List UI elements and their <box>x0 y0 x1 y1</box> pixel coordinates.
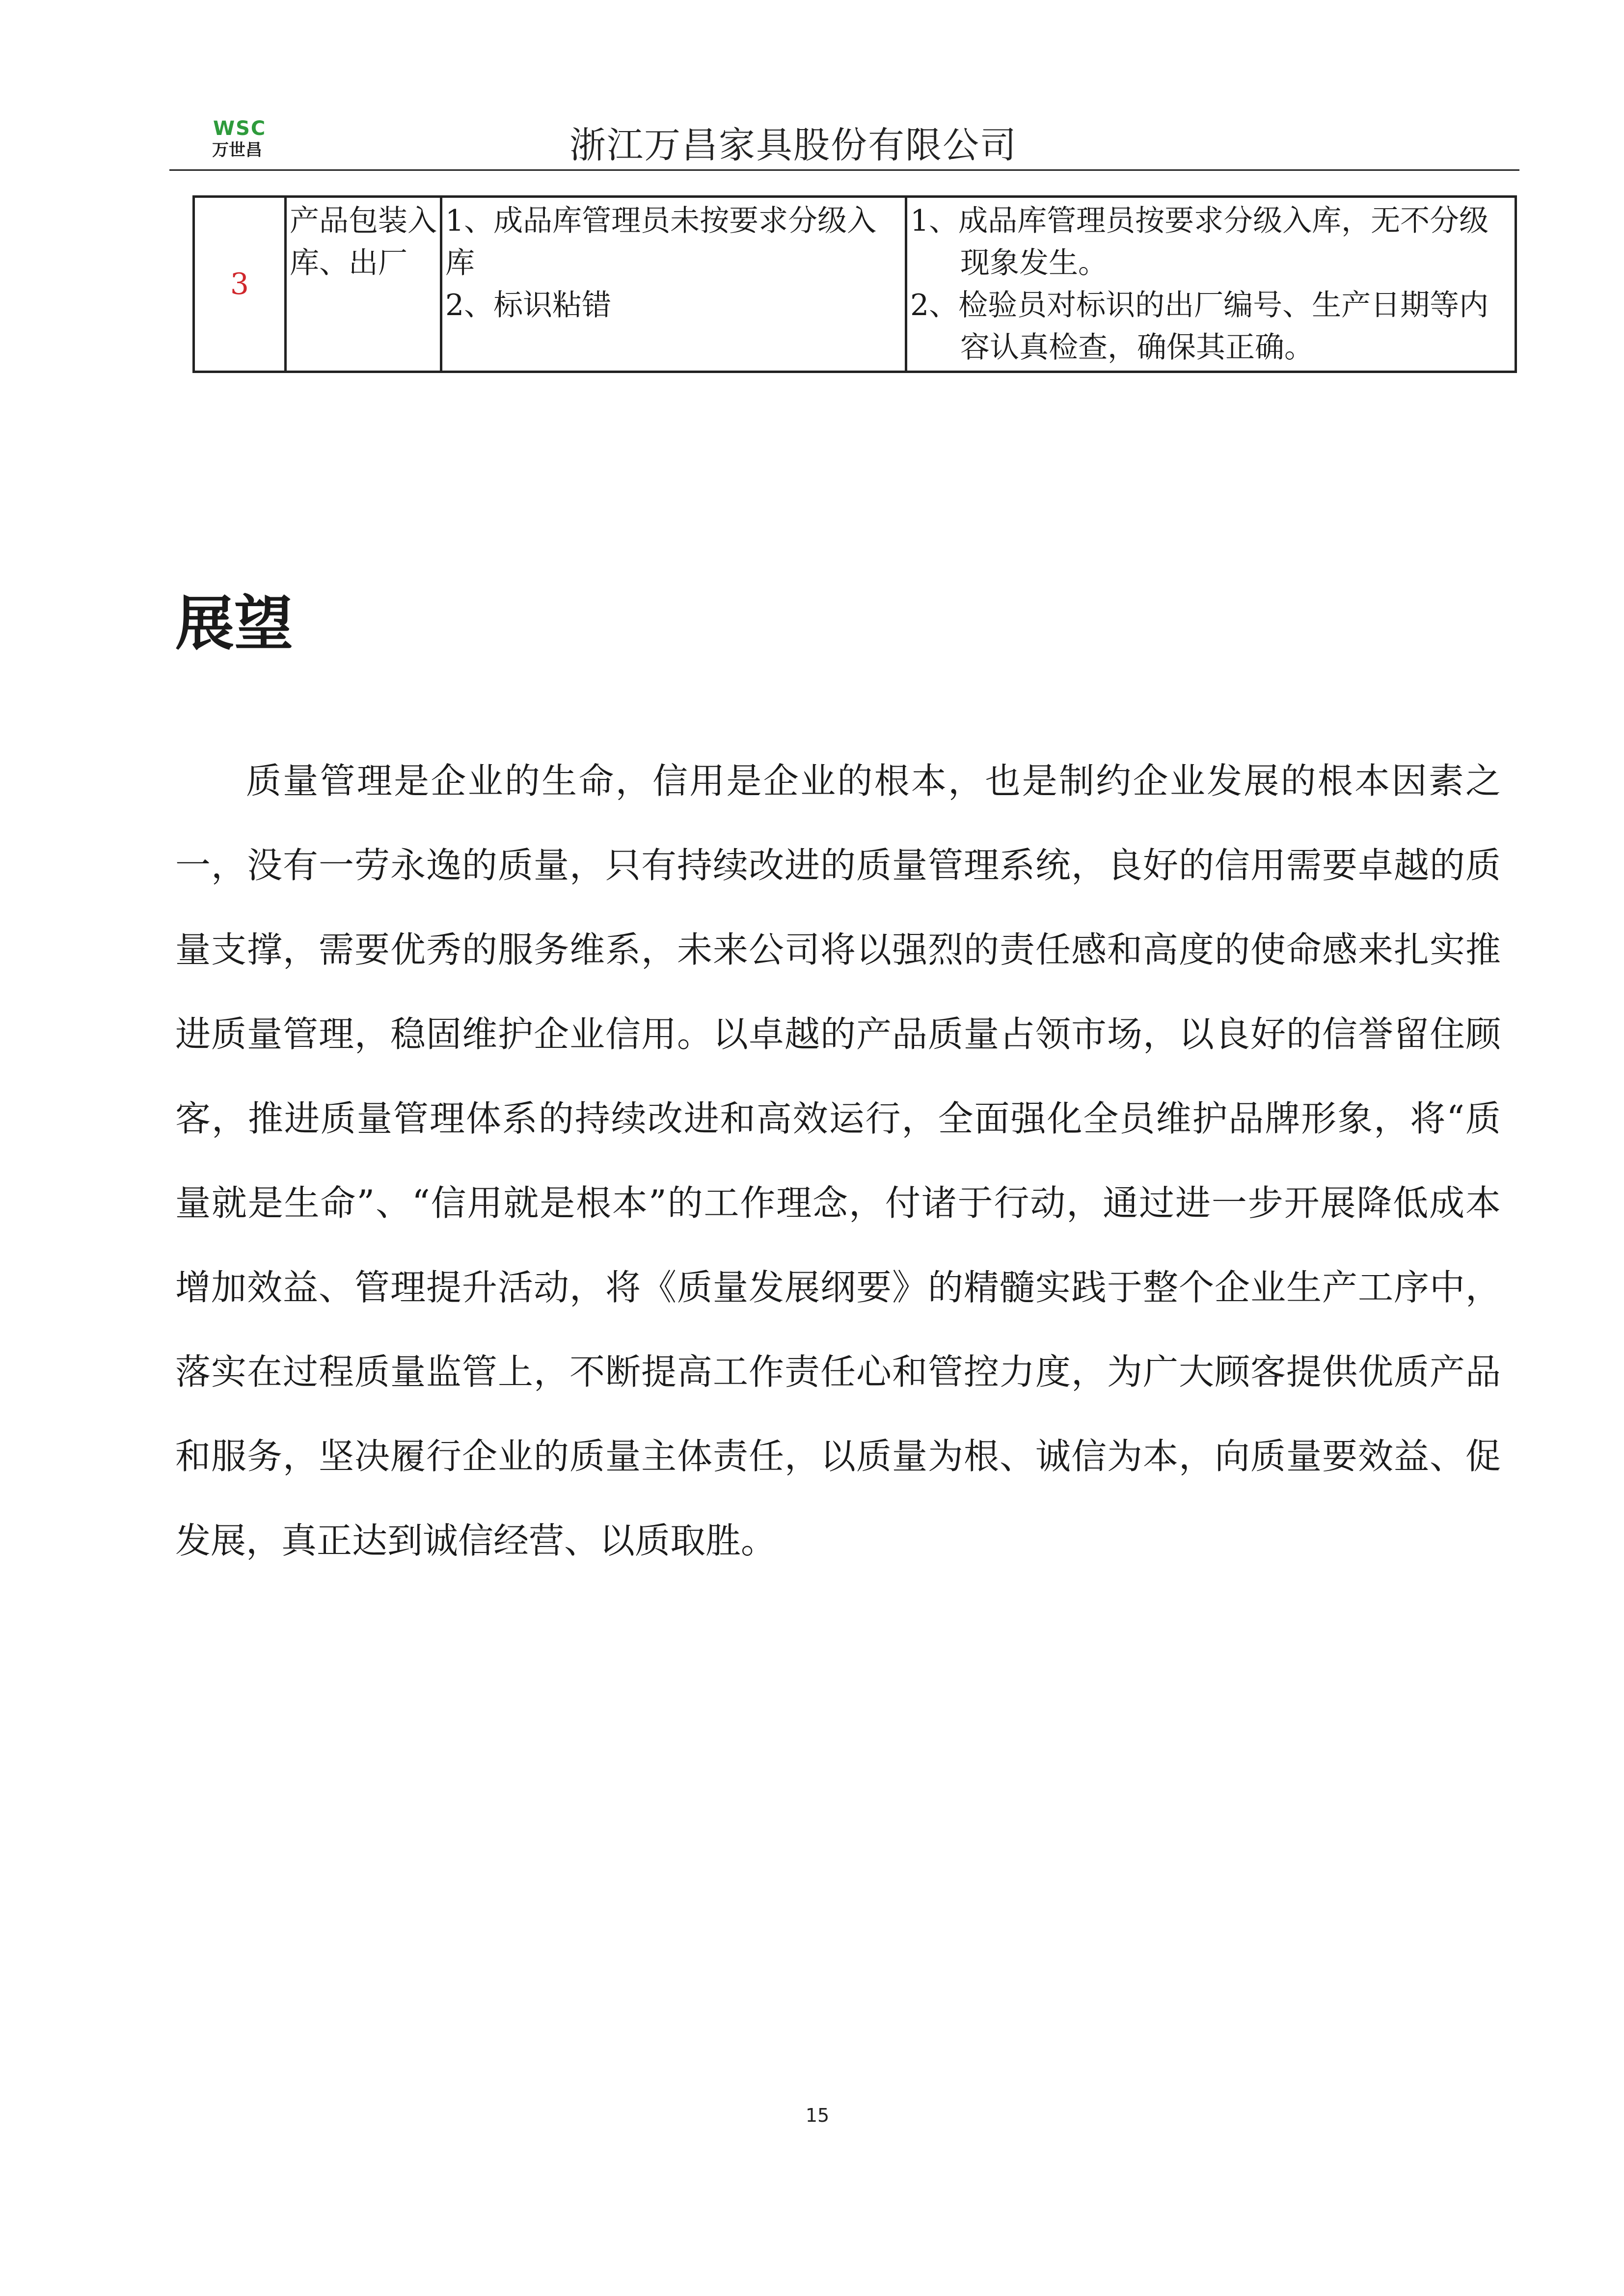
page-header <box>169 110 1519 171</box>
solution-item: 2、检验员对标识的出厂编号、生产日期等内容认真检查，确保其正确。 <box>910 288 1489 365</box>
section-title: 展望 <box>175 589 293 658</box>
company-name: 浙江万昌家具股份有限公司 <box>569 124 1017 166</box>
problem-cell <box>441 197 906 372</box>
row-number: 3 <box>194 197 286 372</box>
body-paragraph: 质量管理是企业的生命，信用是企业的根本，也是制约企业发展的根本因素之一，没有一劳永逸的质量，只有持续改进的质量管理系统，良好的信用需要卓越的质量支撑，需要优秀的服务维系，未来公司将以强烈的责任感和高度的使命感来扎实推进质量管理，稳固维护企业信用。以卓越的产品质量占领市场，以良好的信誉留住顾客，推进质量管理体系的持续改进和高效运行，全面强化全员维护品牌形象，将“质量就是生命”、“信用就是根本”的工作理念，付诸于行动，通过进一步开展降低成本增加效益、管理提升活动，将《质量发展纲要》的精髓实践于整个企业生产工序中，落实在过程质量监管上，不断提高工作责任心和管控力度，为广大顾客提供优质产品和服务，坚决履行企业的质量主体责任，以质量为根、诚信为本，向质量要效益、促发展，真正达到诚信经营、以质取胜。 <box>175 760 1501 1561</box>
problem-item: 1、成品库管理员未按要求分级入库 <box>445 204 877 280</box>
table-row <box>194 197 1516 372</box>
logo-letters: WSC <box>213 117 267 140</box>
page-number: 15 <box>805 2105 830 2126</box>
problem-item: 2、标识粘错 <box>445 288 612 322</box>
solution-item: 1、成品库管理员按要求分级入库，无不分级现象发生。 <box>910 204 1489 280</box>
quality-control-table <box>192 195 1517 373</box>
company-logo <box>210 115 289 160</box>
process-step: 产品包装入库、出厂 <box>286 197 441 372</box>
solution-cell <box>906 197 1516 372</box>
logo-text: 万世昌 <box>212 140 262 160</box>
